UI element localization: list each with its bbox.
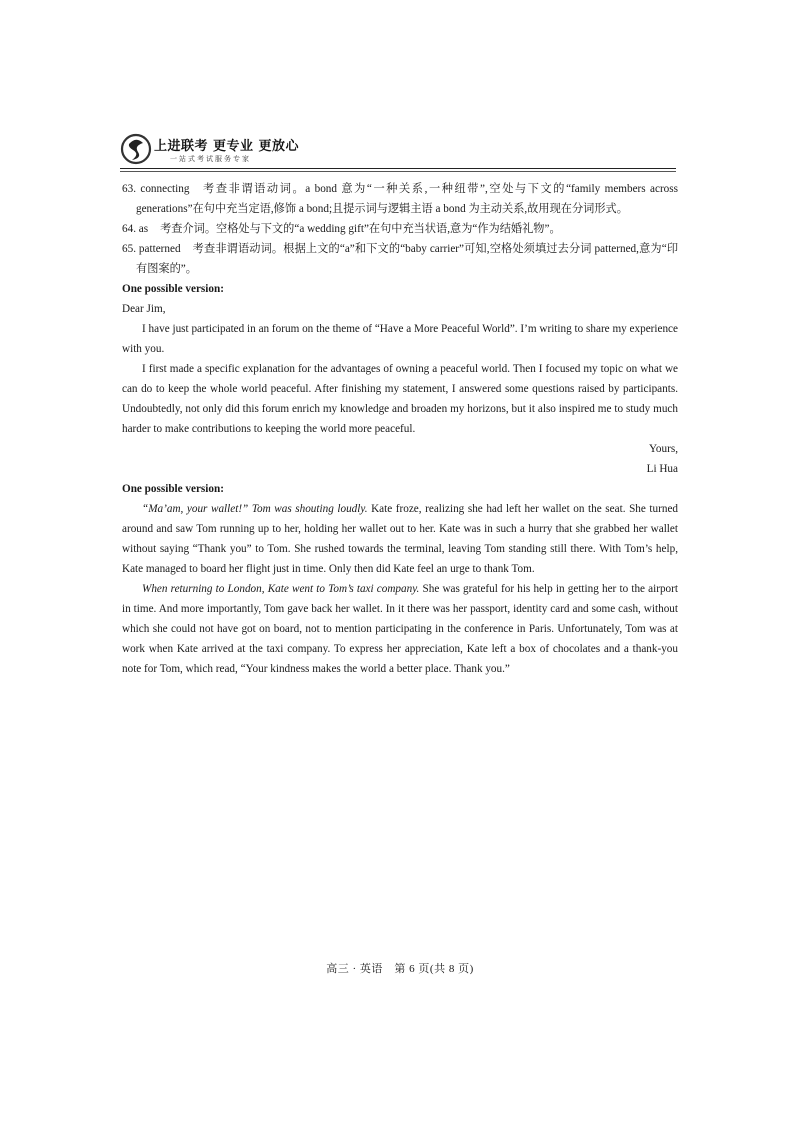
answer-63 <box>122 179 678 219</box>
essay1-salutation: Dear Jim, <box>122 303 166 315</box>
brand-tagline: 一站式考试服务专家 <box>170 155 251 163</box>
answer-65 <box>122 239 678 279</box>
essay1-paragraph: I have just participated in an forum on the theme of “Have a More Peaceful World”. I’m writing to share my experience with you. <box>122 323 678 355</box>
essay1-paragraph: I first made a specific explanation for the advantages of owning a peaceful world. Then I focused my topic on what we can do to keep the whole world peaceful. After finishing my statement, I answered some questions raised by participants. Undoubtedly, not only did this forum enrich my knowledge and broaden my horizons, but it also inspired me to study much harder to make contributions to keeping the world more peaceful. <box>122 363 678 435</box>
header-rule-thin <box>120 171 676 172</box>
page-footer: 高三 · 英语 第 6 页(共 8 页) <box>326 963 474 975</box>
essay2-paragraph-1 <box>122 499 678 579</box>
answer-label: 64. as <box>122 223 149 235</box>
essay2-given-opening: When returning to London, Kate went to Tom’s taxi company. <box>142 583 420 595</box>
essay2-heading: One possible version: <box>122 483 224 495</box>
essay1-heading: One possible version: <box>122 283 224 295</box>
answer-64 <box>122 219 678 239</box>
essay1-closing: Yours, <box>648 443 678 455</box>
answer-explanation: 考查非谓语动词。a bond 意为“一种关系,一种纽带”,空处与下文的“family members across generations”在句中充当定语,修饰 a bond;且提示词与逻辑主语 a bond 为主动关系,故用现在分词形式。 <box>136 183 678 215</box>
answer-explanation: 考查介词。空格处与下文的“a wedding gift”在句中充当状语,意为“作为结婚礼物”。 <box>160 223 561 235</box>
brand-logo-icon <box>120 132 152 166</box>
answer-label: 65. patterned <box>122 243 181 255</box>
essay2-given-opening: “Ma’am, your wallet!” Tom was shouting loudly. <box>142 503 368 515</box>
essay1-signature: Li Hua <box>646 463 678 475</box>
brand-name: 上进联考 更专业 更放心 <box>154 139 300 154</box>
page-header <box>120 132 676 172</box>
header-rule <box>120 168 676 169</box>
answer-content <box>122 179 678 679</box>
answer-label: 63. connecting <box>122 183 190 195</box>
essay2-continuation: Kate froze, realizing she had left her wallet on the seat. She turned around and saw Tom running up to her, holding her wallet out to her. Kate was in such a hurry that she grabbed her wallet without saying “Thank you” to Tom. She rushed towards the terminal, leaving Tom standing still there. With Tom’s help, Kate managed to board her flight just in time. Only then did Kate feel an urge to thank Tom. <box>122 503 678 575</box>
essay2-paragraph-2 <box>122 579 678 679</box>
essay2-continuation: She was grateful for his help in getting her to the airport in time. And more importantly, Tom gave back her wallet. In it there was her passport, identity card and some cash, without which she could not have got on board, not to mention participating in the conference in Paris. Unfortunately, Tom was at work when Kate arrived at the taxi company. To express her appreciation, Kate left a box of chocolates and a thank-you note for Tom, which read, “Your kindness makes the world a better place. Thank you.” <box>122 583 678 675</box>
answer-explanation: 考查非谓语动词。根据上文的“a”和下文的“baby carrier”可知,空格处须填过去分词 patterned,意为“印有图案的”。 <box>136 243 679 275</box>
